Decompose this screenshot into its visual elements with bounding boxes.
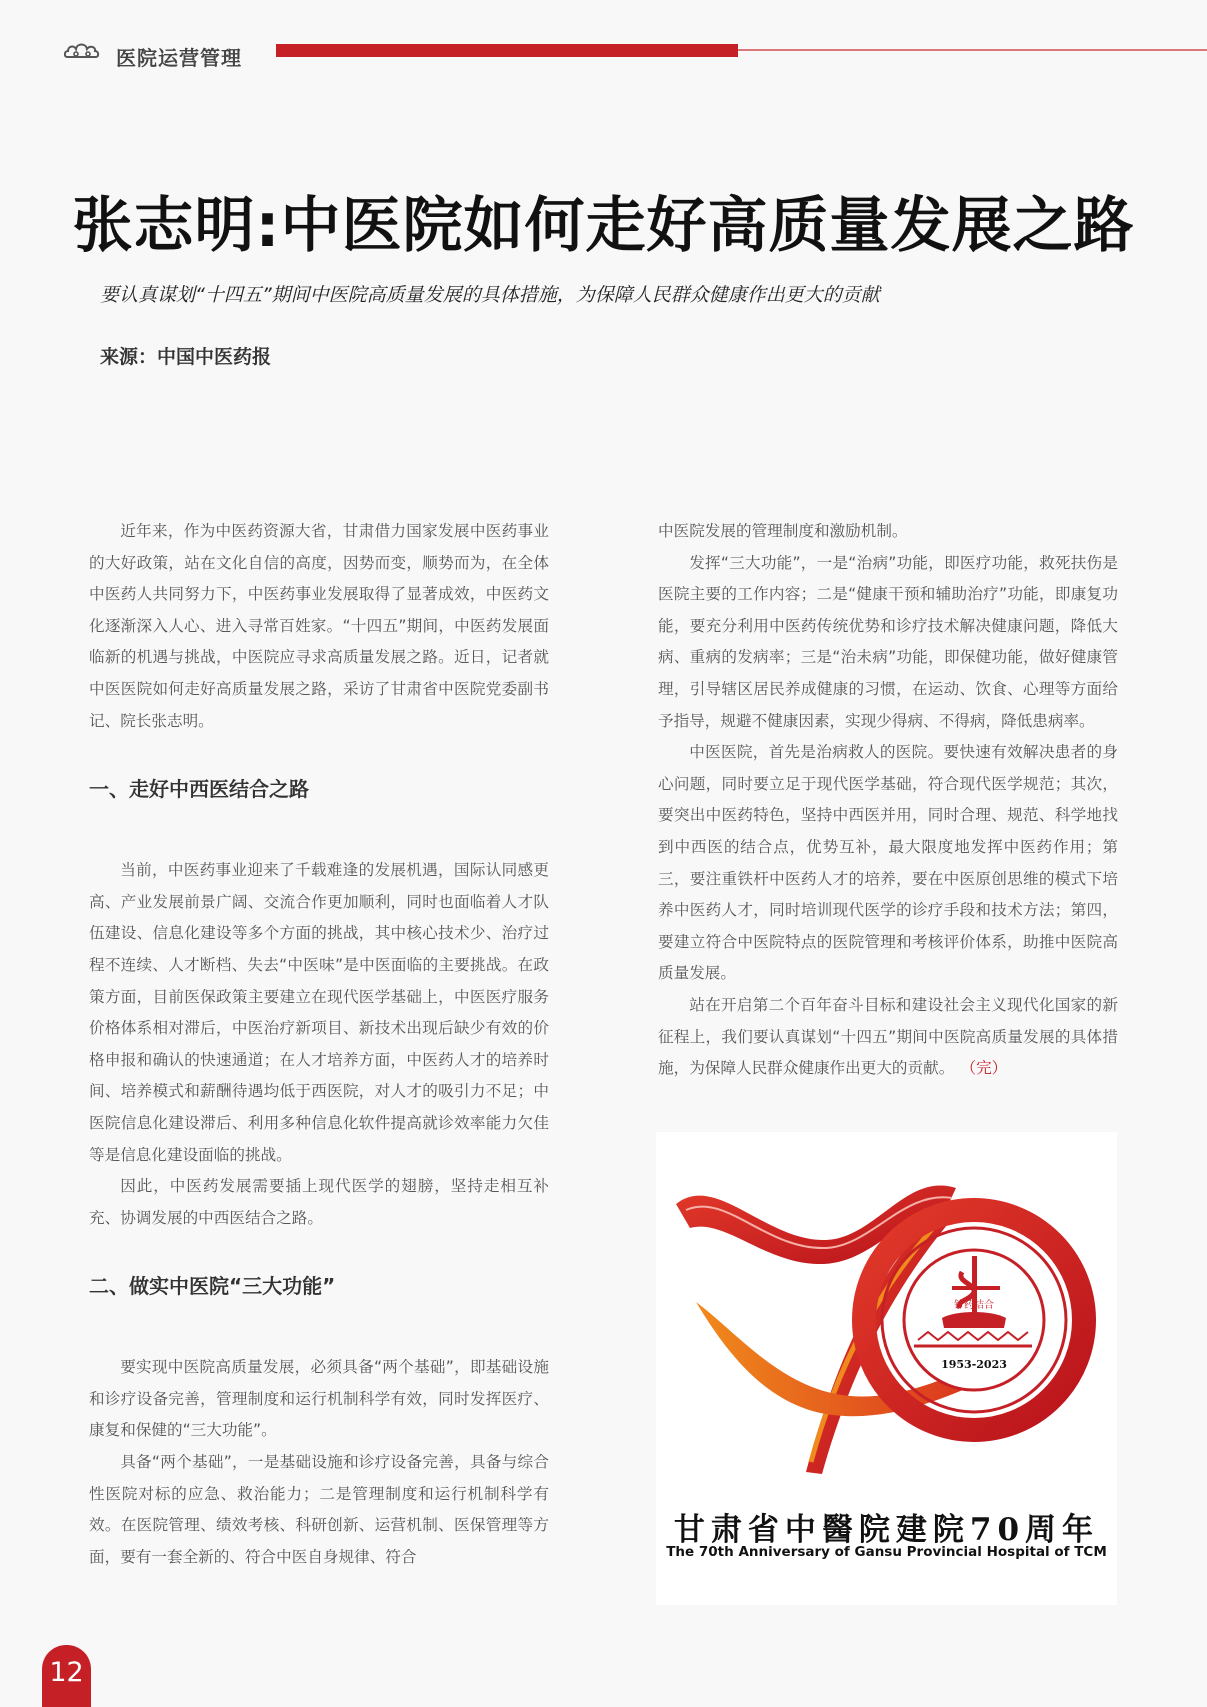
section-heading: 二、做实中医院“三大功能” bbox=[89, 1274, 336, 1299]
paragraph: 中医医院，首先是治病救人的医院。要快速有效解决患者的身心问题，同时要立足于现代医学基础，符合现代医学规范；其次，要突出中医药特色，坚持中西医并用，同时合理、规范、科学地找到中西医的结合点，优势互补，最大限度地发挥中医药作用；第三，要注重铁杆中医药人才的培养，要在中医原创思维的模式下培养中医药人才，同时培训现代医学的诊疗手段和技术方法；第四，要建立符合中医院特点的医院管理和考核评价体系，助推中医院高质量发展。 bbox=[658, 743, 1118, 983]
paragraph: 发挥“三大功能”，一是“治病”功能，即医疗功能，救死扶伤是医院主要的工作内容；二是“健康干预和辅助治疗”功能，即康复功能，要充分利用中医药传统优势和诊疗技术解决健康问题，降低大病、重病的发病率；三是“治未病”功能，即保健功能，做好健康管理，引导辖区居民养成健康的习惯，在运动、饮食、心理等方面给予指导，规避不健康因素，实现少得病、不得病，降低患病率。 bbox=[658, 553, 1118, 730]
paragraph: 当前，中医药事业迎来了千载难逢的发展机遇，国际认同感更高、产业发展前景广阔、交流合作更加顺利，同时也面临着人才队伍建设、信息化建设等多个方面的挑战，其中核心技术少、治疗过程不连续、人才断档、失去“中医味”是中医面临的主要挑战。在政策方面，目前医保政策主要建立在现代医学基础上，中医医疗服务价格体系相对滞后，中医治疗新项目、新技术出现后缺少有效的价格申报和确认的快速通道；在人才培养方面，中医药人才的培养时间、培养模式和薪酬待遇均低于西医院，对人才的吸引力不足；中医院信息化建设滞后、利用多种信息化软件提高就诊效率能力欠佳等是信息化建设面临的挑战。 bbox=[89, 861, 549, 1164]
page-header bbox=[64, 36, 1207, 76]
article-title: 张志明:中医院如何走好高质量发展之路 bbox=[72, 191, 1135, 261]
page-number: 12 bbox=[42, 1645, 91, 1707]
paragraph: 因此，中医药发展需要插上现代医学的翅膀，坚持走相互补充、协调发展的中西医结合之路。 bbox=[89, 1177, 549, 1227]
right-column bbox=[658, 516, 1118, 1085]
cloud-ornament-icon bbox=[64, 41, 100, 61]
paragraph: 近年来，作为中医药资源大省，甘肃借力国家发展中医药事业的大好政策，站在文化自信的高度，因势而变，顺势而为，在全体中医药人共同努力下，中医药事业发展取得了显著成效，中医药文化逐渐深入人心、进入寻常百姓家。“十四五”期间，中医药发展面临新的机遇与挑战，中医院应寻求高质量发展之路。近日，记者就中医医院如何走好高质量发展之路，采访了甘肃省中医院党委副书记、院长张志明。 bbox=[89, 522, 549, 730]
anniversary-logo bbox=[656, 1132, 1117, 1605]
article-source: 来源：中国中医药报 bbox=[100, 346, 272, 368]
left-column bbox=[89, 516, 549, 1573]
paragraph: 中医院发展的管理制度和激励机制。 bbox=[658, 522, 908, 540]
paragraph bbox=[658, 990, 1118, 1085]
seal-text: 针药结合 bbox=[954, 1300, 994, 1311]
header-rule bbox=[738, 49, 1207, 51]
logo-caption-en: The 70th Anniversary of Gansu Provincial Hospital of TCM bbox=[666, 1544, 1107, 1560]
paragraph-text: 站在开启第二个百年奋斗目标和建设社会主义现代化国家的新征程上，我们要认真谋划“十四五”期间中医院高质量发展的具体措施，为保障人民群众健康作出更大的贡献。 bbox=[658, 995, 1118, 1078]
logo-years: 1953-2023 bbox=[941, 1358, 1007, 1371]
section-title: 医院运营管理 bbox=[116, 46, 242, 70]
paragraph: 具备“两个基础”，一是基础设施和诊疗设备完善，具备与综合性医院对标的应急、救治能力；二是管理制度和运行机制科学有效。在医院管理、绩效考核、科研创新、运营机制、医保管理等方面，要有一套全新的、符合中医自身规律、符合 bbox=[89, 1453, 549, 1566]
anniversary-emblem bbox=[656, 1132, 1117, 1504]
end-mark: （完） bbox=[968, 1059, 1008, 1078]
logo-caption-cn: 甘肃省中醫院建院70周年 bbox=[673, 1512, 1100, 1548]
article-subtitle: 要认真谋划“十四五”期间中医院高质量发展的具体措施，为保障人民群众健康作出更大的贡献 bbox=[100, 284, 880, 306]
paragraph: 要实现中医院高质量发展，必须具备“两个基础”，即基础设施和诊疗设备完善，管理制度和运行机制科学有效，同时发挥医疗、康复和保健的“三大功能”。 bbox=[89, 1358, 549, 1440]
header-accent-bar bbox=[276, 44, 738, 57]
section-heading: 一、走好中西医结合之路 bbox=[89, 777, 309, 802]
